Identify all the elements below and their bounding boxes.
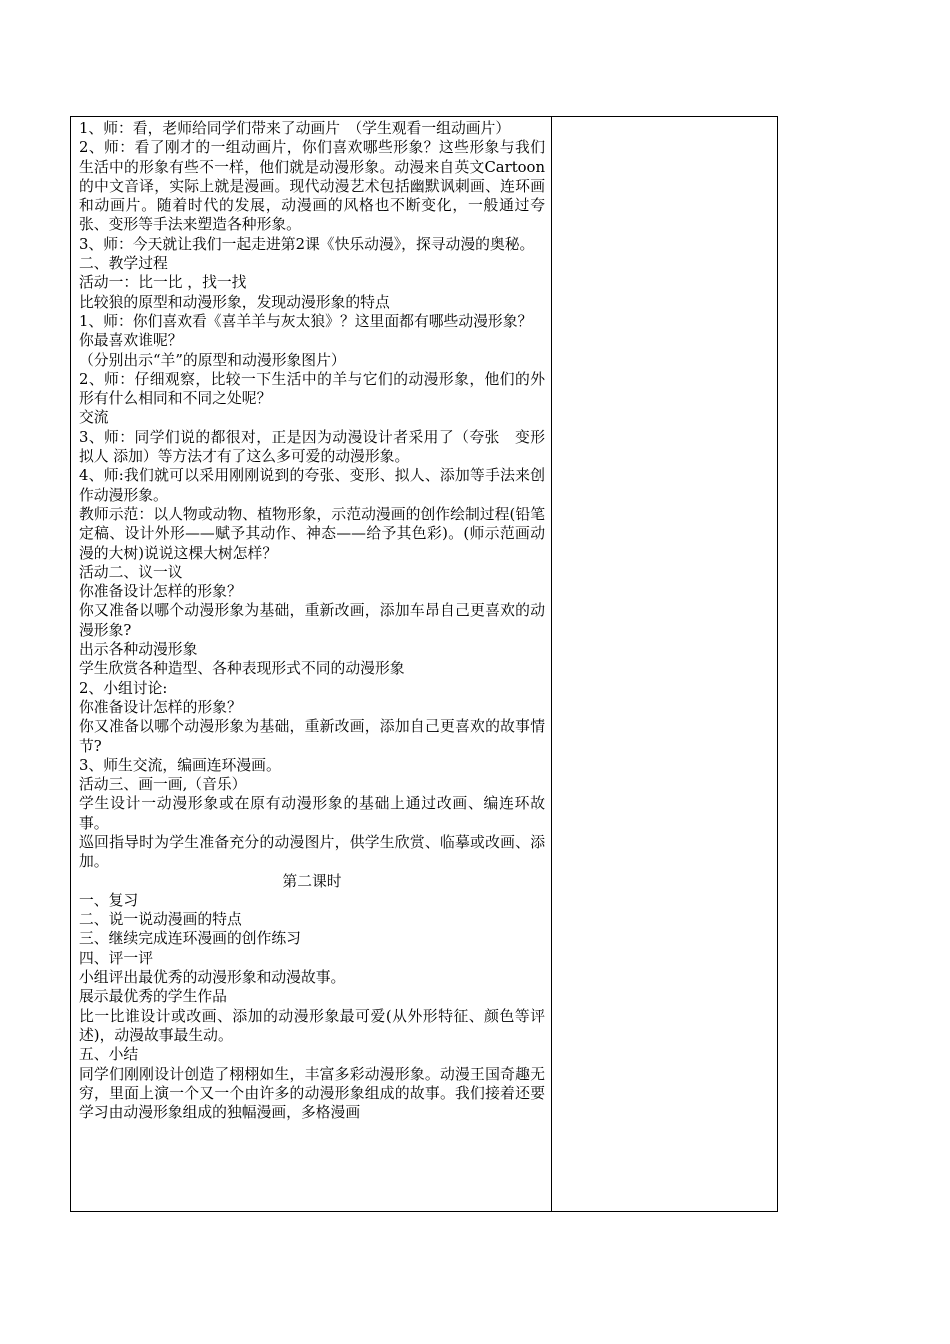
teacher-student-exchange: 3、师生交流，编画连环漫画。 bbox=[79, 756, 281, 774]
activity-three-heading: 活动三、画一画,（音乐） bbox=[79, 776, 247, 794]
activity-one-exchange: 交流 bbox=[79, 409, 109, 427]
paragraph-intro-3: 3、师：今天就让我们一起走进第2课《快乐动漫》，探寻动漫的奥秘。 bbox=[79, 235, 535, 253]
activity-one-step-2: 2、师：仔细观察，比较一下生活中的羊与它们的动漫形象，他们的外形有什么相同和不同之处呢？ bbox=[79, 370, 545, 408]
summary-heading: 五、小结 bbox=[79, 1046, 139, 1064]
activity-one-question: 你最喜欢谁呢？ bbox=[79, 332, 183, 350]
second-lesson-heading: 第二课时 bbox=[282, 872, 342, 890]
notes-cell bbox=[552, 117, 778, 1212]
evaluate-show: 展示最优秀的学生作品 bbox=[79, 988, 227, 1006]
features-heading: 二、说一说动漫画的特点 bbox=[79, 911, 242, 929]
summary-text: 同学们刚刚设计创造了栩栩如生，丰富多彩动漫形象。动漫王国奇趣无穷，里面上演一个又一个由许多的动漫形象组成的故事。我们接着还要学习由动漫形象组成的独幅漫画，多格漫画 bbox=[79, 1065, 545, 1122]
teaching-content bbox=[71, 117, 560, 1211]
activity-one-note: （分别出示“羊”的原型和动漫形象图片） bbox=[79, 351, 346, 369]
paragraph-intro-2: 2、师：看了刚才的一组动画片，你们喜欢哪些形象？这些形象与我们生活中的形象有些不一样，他们就是动漫形象。动漫来自英文Cartoon的中文音译，实际上就是漫画。现代动漫艺术包括幽默讽刺画、连环画和动画片。随着时代的发展，动漫画的风格也不断变化，一般通过夸张、变形等手法来塑造各种形象。 bbox=[79, 139, 545, 234]
section-heading-process: 二、教学过程 bbox=[79, 255, 168, 273]
review-heading: 一、复习 bbox=[79, 891, 139, 909]
activity-two-appreciate: 学生欣赏各种造型、各种表现形式不同的动漫形象 bbox=[79, 660, 405, 678]
activity-one-step-1: 1、师：你们喜欢看《喜羊羊与灰太狼》？这里面都有哪些动漫形象？ bbox=[79, 312, 533, 330]
group-discussion: 2、小组讨论: bbox=[79, 679, 168, 697]
teaching-content-cell bbox=[71, 117, 560, 1212]
teacher-demo: 教师示范：以人物或动物、植物形象，示范动漫画的创作绘制过程(铅笔定稿、设计外形——赋予其动作、神态——给予其色彩)。(师示范画动漫的大树)说说这棵大树怎样？ bbox=[79, 505, 545, 562]
table-row bbox=[71, 117, 778, 1212]
group-question-2: 你又准备以哪个动漫形象为基础，重新改画，添加自己更喜欢的故事情节? bbox=[79, 718, 545, 755]
activity-two-heading: 活动二、议一议 bbox=[79, 563, 183, 581]
activity-one-step-4: 4、师:我们就可以采用刚刚说到的夸张、变形、拟人、添加等手法来创作动漫形象。 bbox=[79, 467, 545, 504]
evaluate-compare: 比一比谁设计或改画、添加的动漫形象最可爱(从外形特征、颜色等评述)，动漫故事最生动。 bbox=[79, 1007, 545, 1044]
lesson-plan-table bbox=[70, 116, 778, 1212]
evaluate-heading: 四、评一评 bbox=[79, 949, 153, 967]
activity-two-show: 出示各种动漫形象 bbox=[79, 641, 198, 659]
activity-one-step-3: 3、师：同学们说的都很对，正是因为动漫设计者采用了（夸张 变形 拟人 添加）等方法才有了这么多可爱的动漫形象。 bbox=[79, 428, 560, 466]
continue-heading: 三、继续完成连环漫画的创作练习 bbox=[79, 930, 301, 948]
evaluate-groups: 小组评出最优秀的动漫形象和动漫故事。 bbox=[79, 969, 346, 987]
activity-two-question-2: 你又准备以哪个动漫形象为基础，重新改画，添加车昂自己更喜欢的动漫形象? bbox=[79, 602, 545, 639]
activity-one-goal: 比较狼的原型和动漫形象，发现动漫形象的特点 bbox=[79, 293, 390, 311]
activity-three-task: 学生设计一动漫形象或在原有动漫形象的基础上通过改画、编连环故事。 bbox=[79, 795, 545, 832]
activity-one-heading: 活动一：比一比 ，找一找 bbox=[79, 274, 247, 292]
group-question-1: 你准备设计怎样的形象？ bbox=[79, 698, 242, 716]
activity-two-question-1: 你准备设计怎样的形象？ bbox=[79, 583, 242, 601]
paragraph-intro-1: 1、师：看，老师给同学们带来了动画片 （学生观看一组动画片） bbox=[79, 120, 511, 137]
activity-three-guidance: 巡回指导时为学生准备充分的动漫图片，供学生欣赏、临摹或改画、添加。 bbox=[79, 833, 545, 871]
